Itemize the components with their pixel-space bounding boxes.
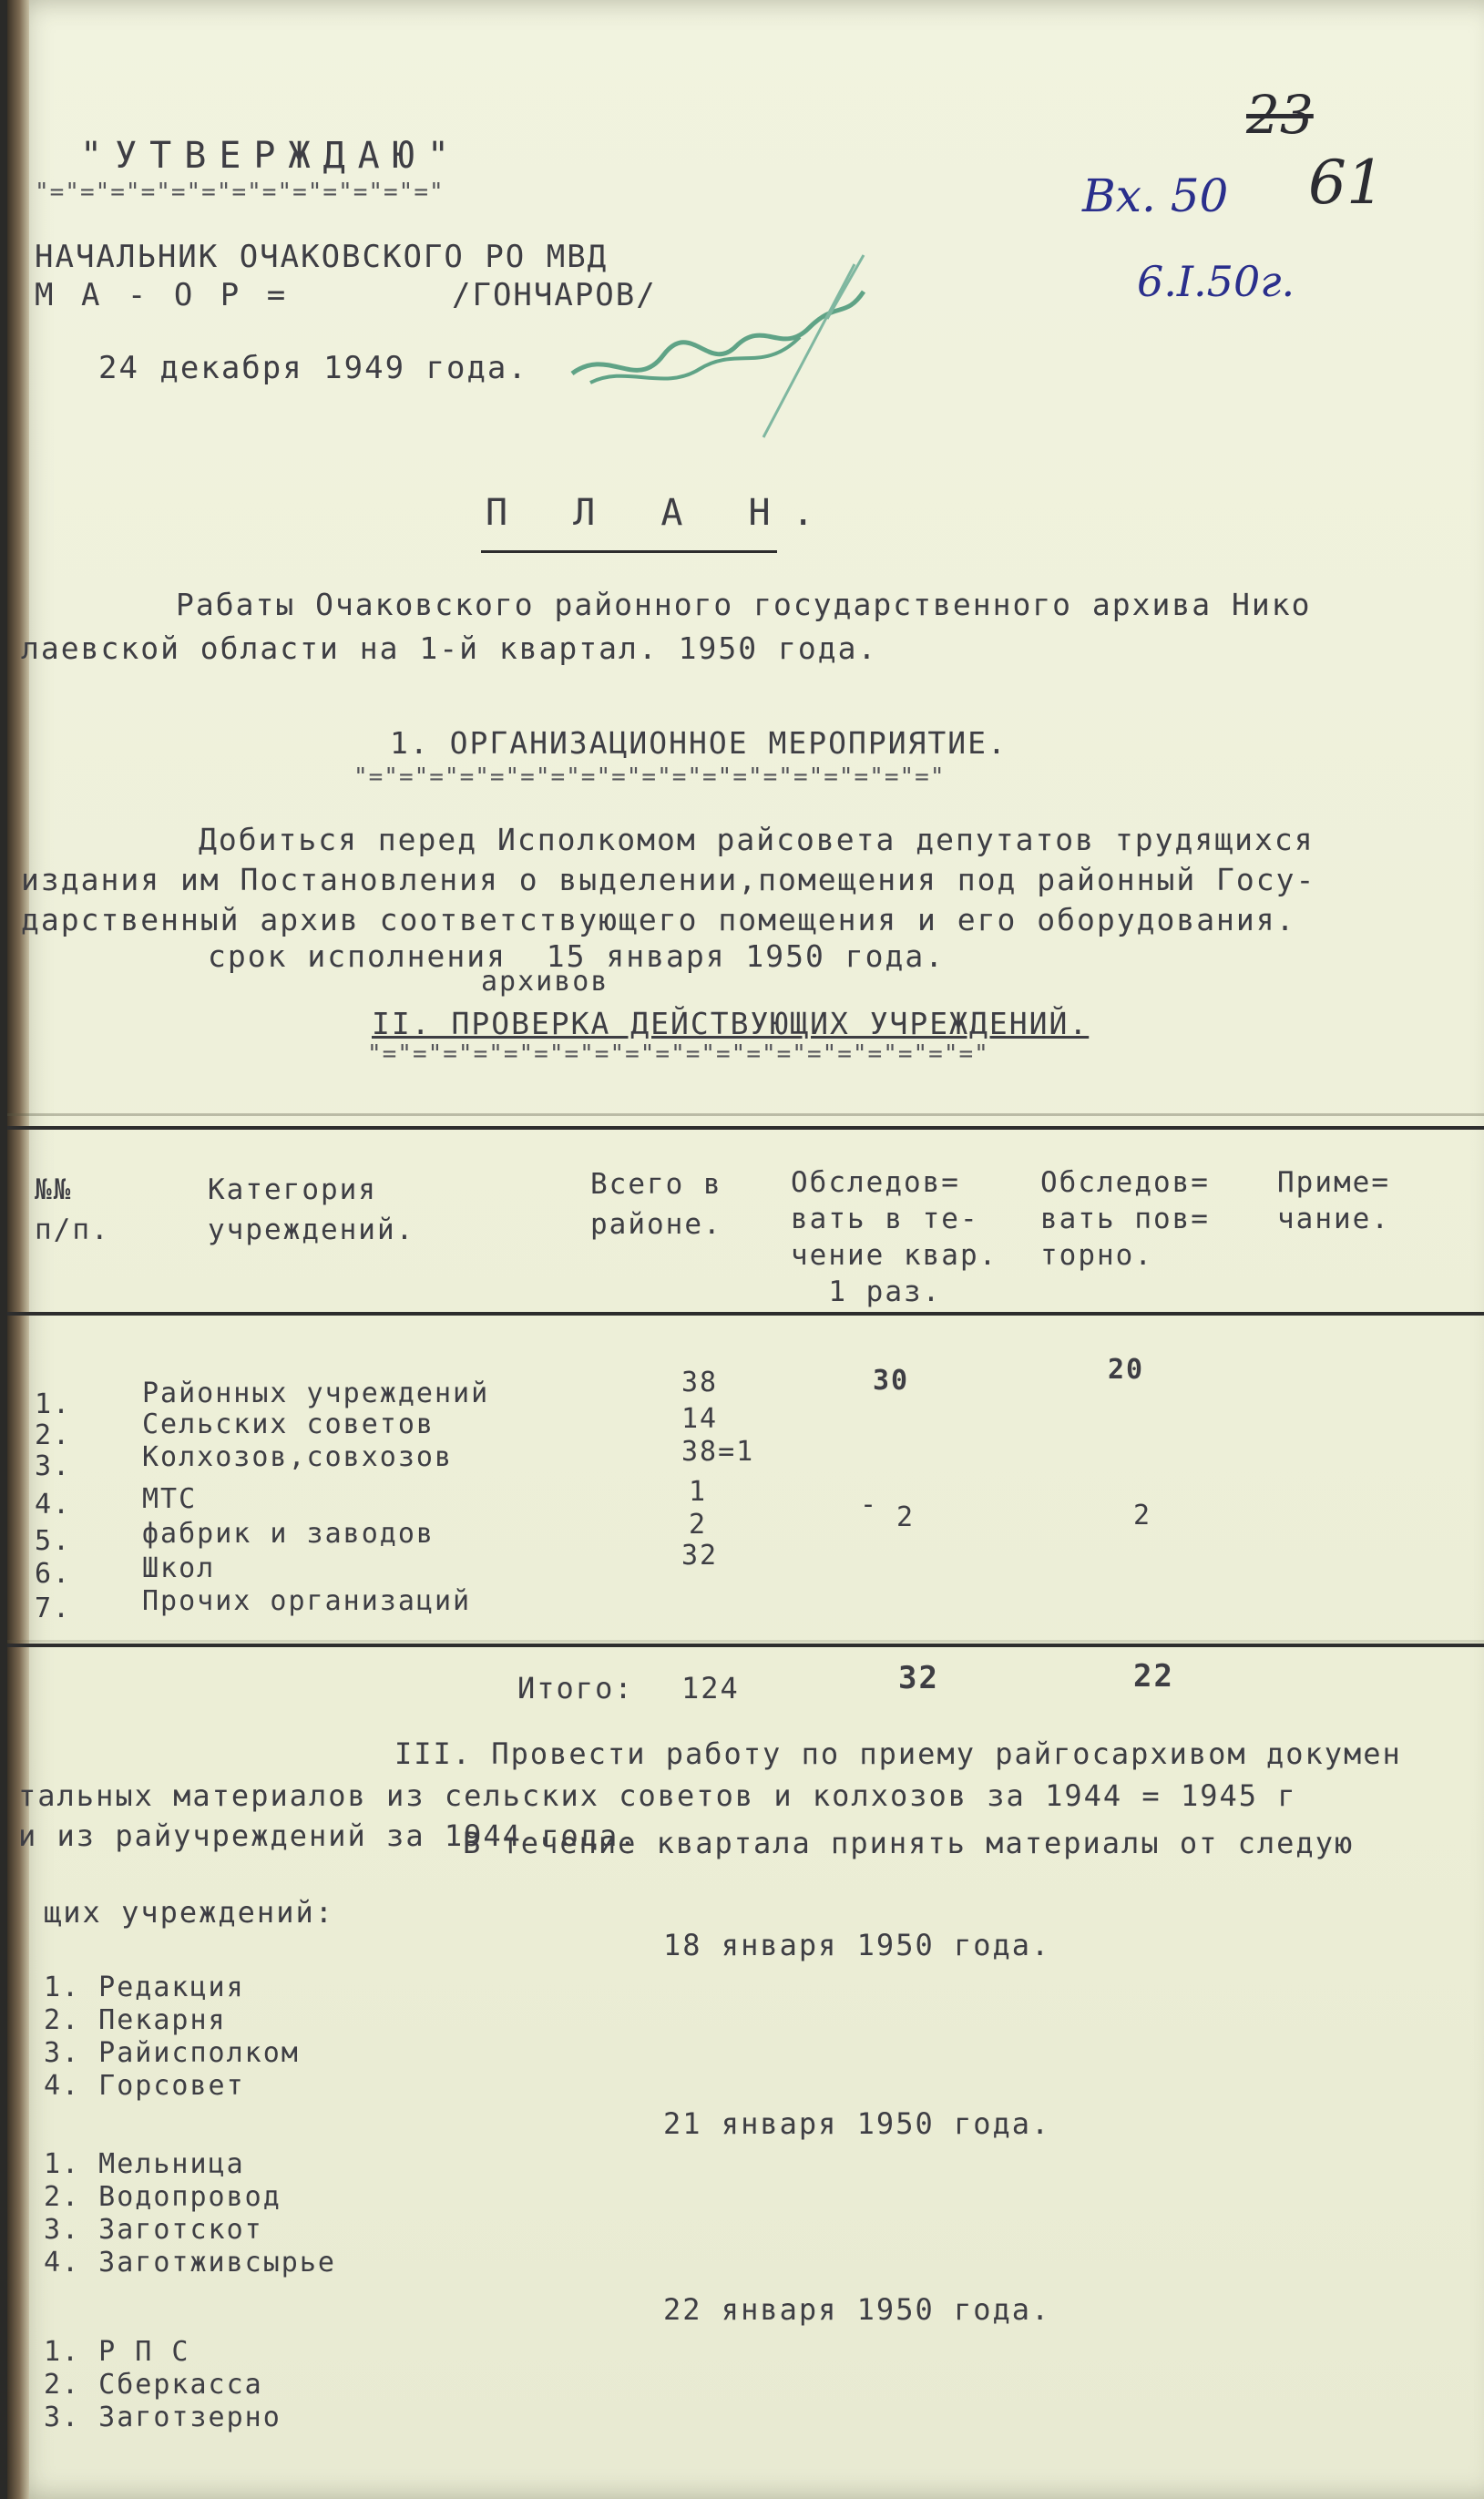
section-1-text: Добиться перед Исполкомом райсовета депутатов трудящихся [199, 822, 1315, 857]
title-underline [481, 550, 777, 553]
section-2-heading: II. ПРОВЕРКА ДЕЙСТВУЮЩИХ УЧРЕЖДЕНИЙ. [372, 1006, 1090, 1041]
schedule-item: 1. Р П С [44, 2336, 190, 2368]
schedule-date: 21 января 1950 года. [663, 2106, 1051, 2141]
plan-title: П Л А Н. [486, 492, 836, 534]
col-header-note: Приме= чание. [1277, 1166, 1390, 1235]
official-name: /ГОНЧАРОВ/ [452, 277, 657, 313]
schedule-item: 2. Водопровод [44, 2181, 281, 2213]
table-row-total: 32 [681, 1540, 719, 1572]
table-row-number: 3. [35, 1450, 72, 1482]
table-row-total: 38 [681, 1367, 719, 1398]
table-row-category: Школ [142, 1552, 216, 1584]
table-row-quarterly: - [860, 1489, 879, 1521]
col-header-category: Категория учреждений. [208, 1173, 415, 1246]
section-1-underline: "="="="="="="="="="="="="="="="="="="=" [353, 763, 946, 791]
table-bottom-rule [7, 1644, 1484, 1647]
table-row-category: фабрик и заводов [142, 1518, 435, 1550]
page-number-struck: 23 [1246, 84, 1314, 146]
table-row-quarterly: 2 [896, 1501, 916, 1533]
table-row-category: Прочих организаций [142, 1585, 472, 1617]
section-1-deadline: срок исполнения 15 января 1950 года. [208, 938, 946, 974]
binding-edge [7, 0, 29, 2499]
section-2-underline: "="="="="="="="="="="="="="="="="="="="=" [367, 1040, 989, 1068]
table-row-category: Колхозов,совхозов [142, 1441, 454, 1473]
table-row-category: Районных учреждений [142, 1378, 490, 1409]
official-rank: М А - О Р = [35, 277, 291, 313]
page-fold [7, 1640, 1484, 1643]
schedule-item: 3. Райисполком [44, 2037, 300, 2069]
table-row-total: 1 [689, 1476, 708, 1508]
table-row-quarterly: 30 [873, 1365, 910, 1397]
table-row-repeat: 20 [1108, 1354, 1145, 1386]
schedule-item: 3. Заготскот [44, 2214, 263, 2246]
schedule-item: 1. Редакция [44, 1972, 245, 2003]
table-top-rule [7, 1126, 1484, 1130]
total-repeat: 22 [1133, 1658, 1174, 1695]
plan-subtitle-cont: лаевской области на 1-й квартал. 1950 года. [21, 630, 878, 666]
section-1-text: дарственный архив соответствующего помещения и его оборудования. [21, 902, 1296, 937]
schedule-item: 1. Мельница [44, 2148, 245, 2180]
schedule-item: 3. Заготзерно [44, 2402, 281, 2433]
page-fold [7, 1113, 1484, 1116]
section-3-text: щих учреждений: [44, 1895, 334, 1930]
table-row-category: Сельских советов [142, 1408, 435, 1440]
col-header-repeat: Обследов= вать пов= торно. [1040, 1166, 1210, 1272]
table-row-number: 4. [35, 1489, 72, 1521]
table-row-number: 6. [35, 1558, 72, 1590]
table-row-total: 2 [689, 1509, 708, 1541]
table-header-rule [7, 1312, 1484, 1316]
document-page [7, 0, 1484, 2499]
schedule-date: 18 января 1950 года. [663, 1928, 1051, 1962]
schedule-item: 4. Заготживсырье [44, 2247, 336, 2279]
section-2-insert: архивов [481, 966, 609, 998]
table-row-repeat: 2 [1133, 1500, 1152, 1531]
plan-subtitle: Рабаты Очаковского районного государственного архива Нико [176, 587, 1312, 622]
table-row-total: 14 [681, 1403, 719, 1435]
page-number: 61 [1308, 148, 1385, 218]
col-header-quarterly: Обследов= вать в те- чение квар. 1 раз. [791, 1166, 998, 1308]
section-3-text: и из райучреждений за 1944 года. [18, 1818, 639, 1853]
table-row-total: 38=1 [681, 1436, 755, 1468]
schedule-item: 4. Горсовет [44, 2070, 245, 2102]
section-3-text: III. Провести работу по приему райгосархивом докумен [394, 1736, 1402, 1771]
section-1-heading: 1. ОРГАНИЗАЦИОННОЕ МЕРОПРИЯТИЕ. [390, 725, 1008, 761]
schedule-item: 2. Пекарня [44, 2004, 227, 2036]
official-position: НАЧАЛЬНИК ОЧАКОВСКОГО РО МВД [35, 239, 609, 275]
schedule-item: 2. Сберкасса [44, 2369, 263, 2401]
col-header-number: №№ п/п. [35, 1173, 110, 1246]
approval-underline: "="="="="="="="="="="="="=" [35, 179, 445, 206]
col-header-total: Всего в районе. [590, 1168, 722, 1241]
table-row-number: 7. [35, 1593, 72, 1624]
total-all: 124 [681, 1671, 740, 1705]
total-label: Итого: [517, 1671, 634, 1705]
table-row-number: 5. [35, 1525, 72, 1557]
table-row-category: МТС [142, 1483, 198, 1515]
section-3-text: В течение квартала принять материалы от следую [463, 1826, 1355, 1860]
incoming-date: 6.I.50г. [1137, 257, 1295, 306]
table-row-number: 2. [35, 1419, 72, 1451]
approval-title: "УТВЕРЖДАЮ" [80, 135, 462, 177]
schedule-date: 22 января 1950 года. [663, 2292, 1051, 2327]
table-row-number: 1. [35, 1388, 72, 1420]
incoming-number: Вх. 50 [1082, 169, 1229, 222]
total-quarterly: 32 [898, 1660, 939, 1696]
signature-mark [554, 237, 891, 465]
approval-date: 24 декабря 1949 года. [98, 350, 528, 386]
section-3-text: тальных материалов из сельских советов и колхозов за 1944 = 1945 г [18, 1778, 1297, 1813]
section-1-text: издания им Постановления о выделении,помещения под районный Госу- [21, 862, 1316, 897]
